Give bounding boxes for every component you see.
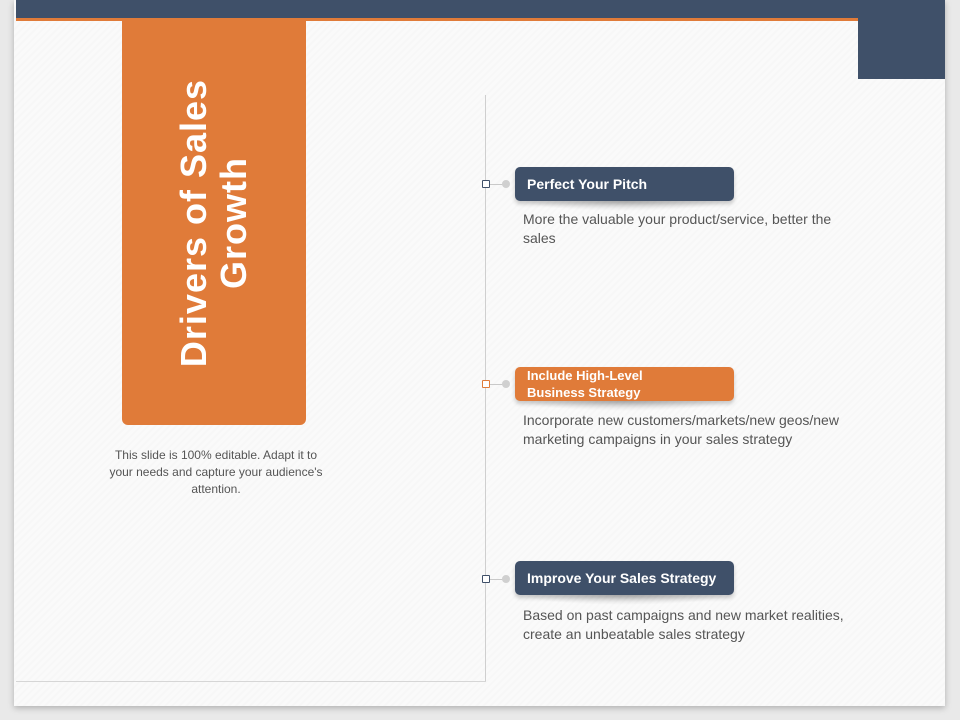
slide-title: Drivers of Sales Growth	[173, 78, 254, 368]
item-heading-text-1: Perfect Your Pitch	[527, 176, 648, 192]
item-description-2: Incorporate new customers/markets/new geos/new marketing campaigns in your sales strategy	[523, 412, 839, 447]
timeline-node-2	[482, 380, 490, 388]
item-heading-3	[515, 561, 734, 595]
connector-dot-1	[502, 180, 510, 188]
item-heading-1	[515, 167, 734, 201]
tab-shadow-3	[522, 595, 727, 605]
item-heading-text-2: Include High-Level Business Strategy	[527, 368, 643, 400]
item-description-1: More the valuable your product/service, better the sales	[523, 211, 832, 246]
connector-dot-2	[502, 380, 510, 388]
connector-dot-3	[502, 575, 510, 583]
header-bar	[16, 0, 858, 18]
item-heading-2	[515, 367, 734, 401]
item-description-3: Based on past campaigns and new market realities, create an unbeatable sales strategy	[523, 607, 844, 642]
bottom-divider	[16, 681, 486, 682]
tab-shadow-2	[522, 401, 727, 411]
editable-note: This slide is 100% editable. Adapt it to your needs and capture your audience's attention.	[109, 448, 323, 496]
timeline-node-3	[482, 575, 490, 583]
title-panel	[122, 21, 306, 425]
corner-block	[858, 0, 945, 79]
timeline-node-1	[482, 180, 490, 188]
item-heading-text-3: Improve Your Sales Strategy	[527, 570, 717, 586]
